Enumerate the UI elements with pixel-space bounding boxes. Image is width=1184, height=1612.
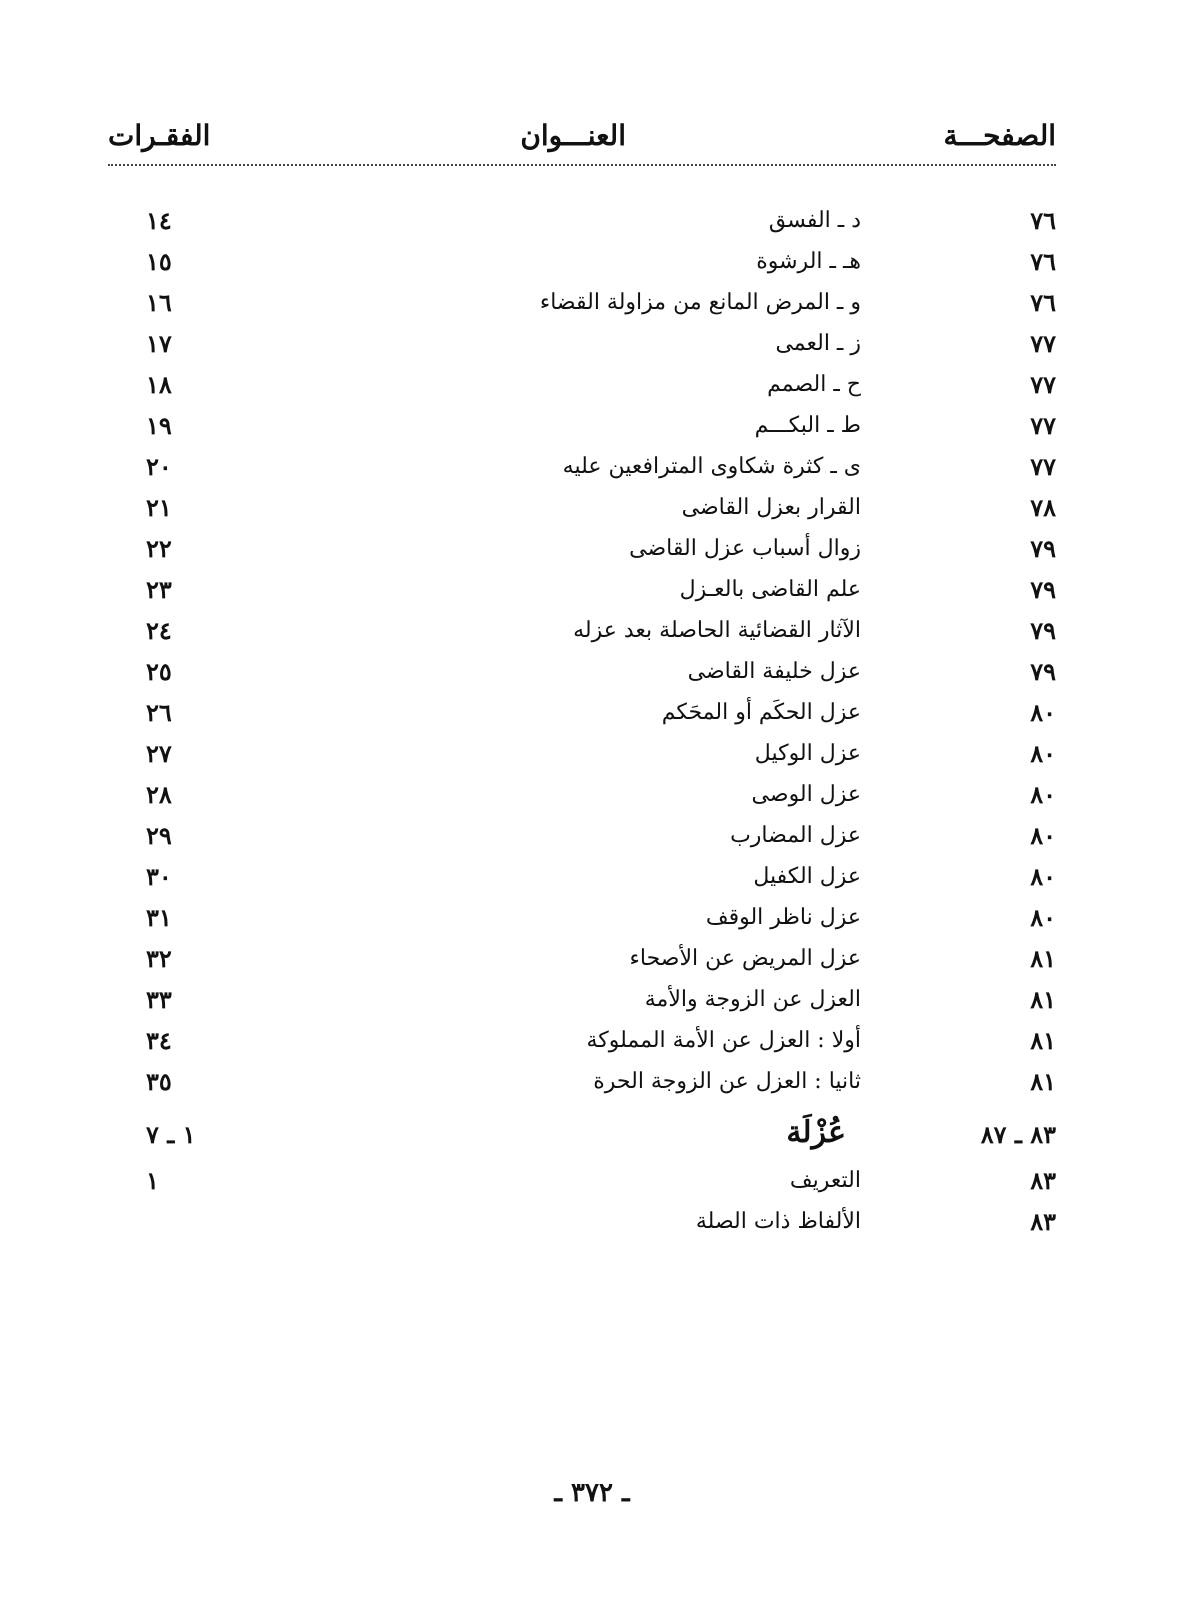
row-title: الآثار القضائية الحاصلة بعد عزله [573, 618, 861, 643]
row-title: عزل الكفيل [753, 864, 861, 889]
table-row [108, 364, 1056, 405]
header-paragraphs: الفقـرات [108, 119, 211, 152]
row-page: ٨١ [1030, 1026, 1056, 1055]
row-title: هـ ـ الرشوة [756, 249, 861, 274]
row-page: ٨٠ [1030, 780, 1056, 809]
row-para: ١٧ [146, 329, 172, 358]
row-para: ٢٤ [146, 616, 172, 645]
row-page: ٧٧ [1030, 329, 1056, 358]
section-page-range: ٨٣ ـ ٨٧ [980, 1120, 1056, 1149]
row-para: ٣٣ [146, 985, 172, 1014]
row-page: ٨٠ [1030, 862, 1056, 891]
row-page: ٨١ [1030, 944, 1056, 973]
table-row [108, 897, 1056, 938]
row-page: ٨١ [1030, 1067, 1056, 1096]
row-para: ٢٥ [146, 657, 172, 686]
row-title: علم القاضى بالعـزل [679, 577, 861, 602]
row-title: عزل الوصى [751, 782, 861, 807]
row-title: عزل خليفة القاضى [687, 659, 861, 684]
table-row [108, 569, 1056, 610]
row-para: ٣٠ [146, 862, 172, 891]
section-title: عُزْلَة [786, 1115, 846, 1150]
row-para: ٣٢ [146, 944, 172, 973]
row-title: زوال أسباب عزل القاضى [629, 536, 861, 561]
table-row [108, 241, 1056, 282]
table-row [108, 733, 1056, 774]
table-row [108, 610, 1056, 651]
row-page: ٧٩ [1030, 657, 1056, 686]
row-page: ٨١ [1030, 985, 1056, 1014]
table-row [108, 979, 1056, 1020]
table-row [108, 446, 1056, 487]
row-page: ٧٩ [1030, 575, 1056, 604]
row-title: عزل الحكَم أو المحَكم [661, 700, 861, 725]
row-para: ٢٩ [146, 821, 172, 850]
row-page: ٧٩ [1030, 616, 1056, 645]
row-para: ٢٨ [146, 780, 172, 809]
row-para: ١٤ [146, 206, 172, 235]
index-table [108, 200, 1056, 1242]
section-heading-row [108, 1110, 1056, 1160]
row-title: التعريف [789, 1168, 861, 1193]
table-row [108, 938, 1056, 979]
table-row [108, 815, 1056, 856]
row-title: العزل عن الزوجة والأمة [644, 987, 861, 1012]
row-para: ١٦ [146, 288, 172, 317]
row-title: د ـ الفسق [768, 208, 861, 233]
row-title: عزل المريض عن الأصحاء [629, 946, 861, 971]
table-row [108, 692, 1056, 733]
row-para: ٢٣ [146, 575, 172, 604]
row-page: ٧٦ [1030, 288, 1056, 317]
row-para: ١ [146, 1166, 159, 1195]
row-title: عزل ناظر الوقف [705, 905, 861, 930]
table-row [108, 405, 1056, 446]
row-page: ٨٠ [1030, 903, 1056, 932]
row-title: ط ـ البكـــم [754, 413, 861, 438]
row-page: ٧٧ [1030, 370, 1056, 399]
row-para: ٣١ [146, 903, 172, 932]
row-para: ١٥ [146, 247, 172, 276]
table-row [108, 1020, 1056, 1061]
row-page: ٨٠ [1030, 739, 1056, 768]
row-title: الألفاظ ذات الصلة [695, 1209, 861, 1234]
row-page: ٧٩ [1030, 534, 1056, 563]
row-para: ٢٦ [146, 698, 172, 727]
page-number: ـ ٣٧٢ ـ [554, 1478, 630, 1508]
row-title: القرار بعزل القاضى [681, 495, 861, 520]
row-page: ٨٣ [1030, 1166, 1056, 1195]
row-title: أولا : العزل عن الأمة المملوكة [586, 1028, 861, 1053]
row-para: ٢٢ [146, 534, 172, 563]
row-title: عزل المضارب [730, 823, 861, 848]
table-row [108, 1201, 1056, 1242]
header-page: الصفحـــة [943, 119, 1056, 152]
table-row [108, 487, 1056, 528]
table-row [108, 323, 1056, 364]
row-para: ٣٥ [146, 1067, 172, 1096]
row-para: ١٨ [146, 370, 172, 399]
row-title: ثانيا : العزل عن الزوجة الحرة [593, 1069, 861, 1094]
row-page: ٨٠ [1030, 698, 1056, 727]
row-para: ٢١ [146, 493, 172, 522]
row-title: ح ـ الصمم [767, 372, 861, 397]
row-para: ٢٠ [146, 452, 172, 481]
table-row [108, 1160, 1056, 1201]
row-page: ٧٧ [1030, 452, 1056, 481]
header-divider [108, 164, 1056, 166]
table-row [108, 528, 1056, 569]
table-row [108, 200, 1056, 241]
row-para: ٣٤ [146, 1026, 172, 1055]
row-page: ٧٧ [1030, 411, 1056, 440]
row-para: ٢٧ [146, 739, 172, 768]
section-para-range: ١ ـ ٧ [146, 1120, 196, 1149]
table-row [108, 1061, 1056, 1102]
row-title: ى ـ كثرة شكاوى المترافعين عليه [562, 454, 861, 479]
table-row [108, 282, 1056, 323]
row-page: ٨٠ [1030, 821, 1056, 850]
table-row [108, 774, 1056, 815]
row-page: ٨٣ [1030, 1207, 1056, 1236]
row-para: ١٩ [146, 411, 172, 440]
row-title: و ـ المرض المانع من مزاولة القضاء [539, 290, 861, 315]
row-title: ز ـ العمى [775, 331, 861, 356]
row-title: عزل الوكيل [754, 741, 861, 766]
table-row [108, 651, 1056, 692]
row-page: ٧٨ [1030, 493, 1056, 522]
header-title: العنـــوان [520, 119, 626, 152]
table-header [108, 112, 1056, 160]
row-page: ٧٦ [1030, 247, 1056, 276]
row-page: ٧٦ [1030, 206, 1056, 235]
table-row [108, 856, 1056, 897]
